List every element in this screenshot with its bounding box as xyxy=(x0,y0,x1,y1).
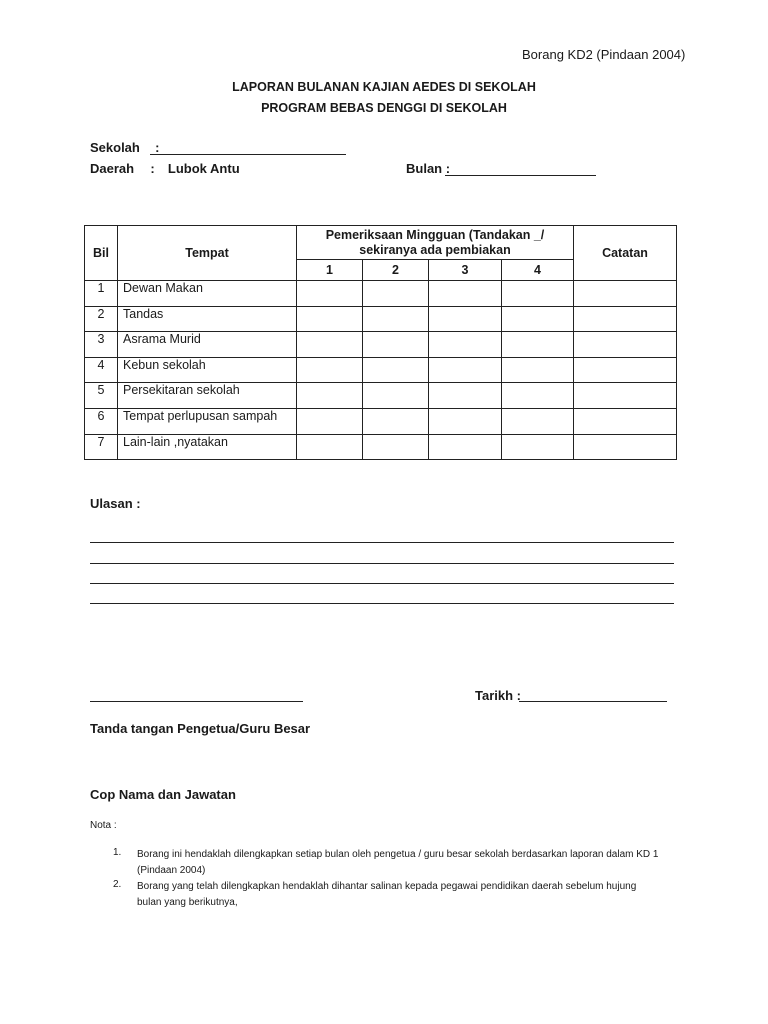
remarks-line[interactable] xyxy=(90,542,674,543)
school-field xyxy=(90,140,159,155)
month-field xyxy=(406,161,450,176)
week-1-cell[interactable] xyxy=(297,357,363,383)
table-row xyxy=(85,332,677,358)
district-field xyxy=(90,161,240,176)
row-number: 1 xyxy=(85,281,118,307)
row-place: Asrama Murid xyxy=(118,332,297,358)
form-code: Borang KD2 (Pindaan 2004) xyxy=(522,47,686,62)
week-2-cell[interactable] xyxy=(363,383,429,409)
week-2-cell[interactable] xyxy=(363,306,429,332)
document-subtitle: PROGRAM BEBAS DENGGI DI SEKOLAH xyxy=(261,101,507,115)
table-row xyxy=(85,357,677,383)
row-place: Tempat perlupusan sampah xyxy=(118,408,297,434)
table-row xyxy=(85,383,677,409)
week-1-cell[interactable] xyxy=(297,332,363,358)
table-row xyxy=(85,434,677,460)
row-place: Dewan Makan xyxy=(118,281,297,307)
week-1-cell[interactable] xyxy=(297,281,363,307)
district-value: Lubok Antu xyxy=(167,161,240,176)
header-bil: Bil xyxy=(85,226,118,281)
week-3-cell[interactable] xyxy=(429,408,502,434)
week-3-cell[interactable] xyxy=(429,357,502,383)
school-label: Sekolah xyxy=(90,140,140,155)
week-2-cell[interactable] xyxy=(363,357,429,383)
month-blank-line[interactable] xyxy=(445,175,596,176)
signature-caption: Tanda tangan Pengetua/Guru Besar xyxy=(90,721,311,736)
week-4-cell[interactable] xyxy=(502,408,574,434)
week-2-cell[interactable] xyxy=(363,408,429,434)
row-number: 4 xyxy=(85,357,118,383)
table-row xyxy=(85,408,677,434)
week-4-cell[interactable] xyxy=(502,281,574,307)
header-week-1: 1 xyxy=(297,260,363,281)
week-1-cell[interactable] xyxy=(297,383,363,409)
week-3-cell[interactable] xyxy=(429,434,502,460)
school-blank-line[interactable] xyxy=(150,154,346,155)
week-4-cell[interactable] xyxy=(502,357,574,383)
notes-cell[interactable] xyxy=(574,332,677,358)
inspection-table xyxy=(84,225,677,460)
header-week-3: 3 xyxy=(429,260,502,281)
week-3-cell[interactable] xyxy=(429,281,502,307)
week-2-cell[interactable] xyxy=(363,434,429,460)
school-separator: : xyxy=(155,140,160,155)
note-text: Borang yang telah dilengkapkan hendaklah dihantar salinan kepada pegawai pendidikan daerah sebelum hujung bulan yang berikutnya, xyxy=(137,881,637,908)
note-number: 1. xyxy=(113,847,122,858)
week-4-cell[interactable] xyxy=(502,383,574,409)
week-3-cell[interactable] xyxy=(429,306,502,332)
row-number: 6 xyxy=(85,408,118,434)
week-3-cell[interactable] xyxy=(429,383,502,409)
notes-cell[interactable] xyxy=(574,281,677,307)
remarks-line[interactable] xyxy=(90,603,674,604)
week-1-cell[interactable] xyxy=(297,434,363,460)
row-place: Tandas xyxy=(118,306,297,332)
week-4-cell[interactable] xyxy=(502,332,574,358)
row-number: 3 xyxy=(85,332,118,358)
week-2-cell[interactable] xyxy=(363,332,429,358)
month-label: Bulan : xyxy=(406,161,451,176)
date-blank-line[interactable] xyxy=(519,701,667,702)
row-number: 7 xyxy=(85,434,118,460)
week-4-cell[interactable] xyxy=(502,434,574,460)
week-1-cell[interactable] xyxy=(297,306,363,332)
header-weekly-line1: Pemeriksaan Mingguan (Tandakan _/ xyxy=(325,227,545,242)
district-separator: : xyxy=(150,161,155,176)
notes-cell[interactable] xyxy=(574,408,677,434)
header-week-2: 2 xyxy=(363,260,429,281)
row-number: 2 xyxy=(85,306,118,332)
row-place: Lain-lain ,nyatakan xyxy=(118,434,297,460)
notes-cell[interactable] xyxy=(574,383,677,409)
signature-line[interactable] xyxy=(90,701,303,702)
notes-cell[interactable] xyxy=(574,434,677,460)
row-place: Persekitaran sekolah xyxy=(118,383,297,409)
note-text: Borang ini hendaklah dilengkapkan setiap bulan oleh pengetua / guru besar sekolah berdasarkan laporan dalam KD 1 (Pindaan 2004) xyxy=(137,849,659,876)
notes-cell[interactable] xyxy=(574,357,677,383)
district-label: Daerah xyxy=(90,161,135,176)
date-label: Tarikh : xyxy=(475,688,521,703)
remarks-line[interactable] xyxy=(90,583,674,584)
week-4-cell[interactable] xyxy=(502,306,574,332)
table-row xyxy=(85,281,677,307)
remarks-line[interactable] xyxy=(90,563,674,564)
document-title: LAPORAN BULANAN KAJIAN AEDES DI SEKOLAH xyxy=(232,80,536,94)
row-place: Kebun sekolah xyxy=(118,357,297,383)
notes-label: Nota : xyxy=(90,820,117,831)
row-number: 5 xyxy=(85,383,118,409)
week-1-cell[interactable] xyxy=(297,408,363,434)
notes-cell[interactable] xyxy=(574,306,677,332)
header-place: Tempat xyxy=(118,226,297,281)
header-week-4: 4 xyxy=(502,260,574,281)
week-2-cell[interactable] xyxy=(363,281,429,307)
table-row xyxy=(85,306,677,332)
note-number: 2. xyxy=(113,879,122,890)
week-3-cell[interactable] xyxy=(429,332,502,358)
header-weekly-inspection xyxy=(297,226,574,260)
header-weekly-line2: sekiranya ada pembiakan xyxy=(359,242,511,257)
remarks-label: Ulasan : xyxy=(90,496,141,511)
stamp-caption: Cop Nama dan Jawatan xyxy=(90,787,236,802)
header-notes: Catatan xyxy=(574,226,677,281)
